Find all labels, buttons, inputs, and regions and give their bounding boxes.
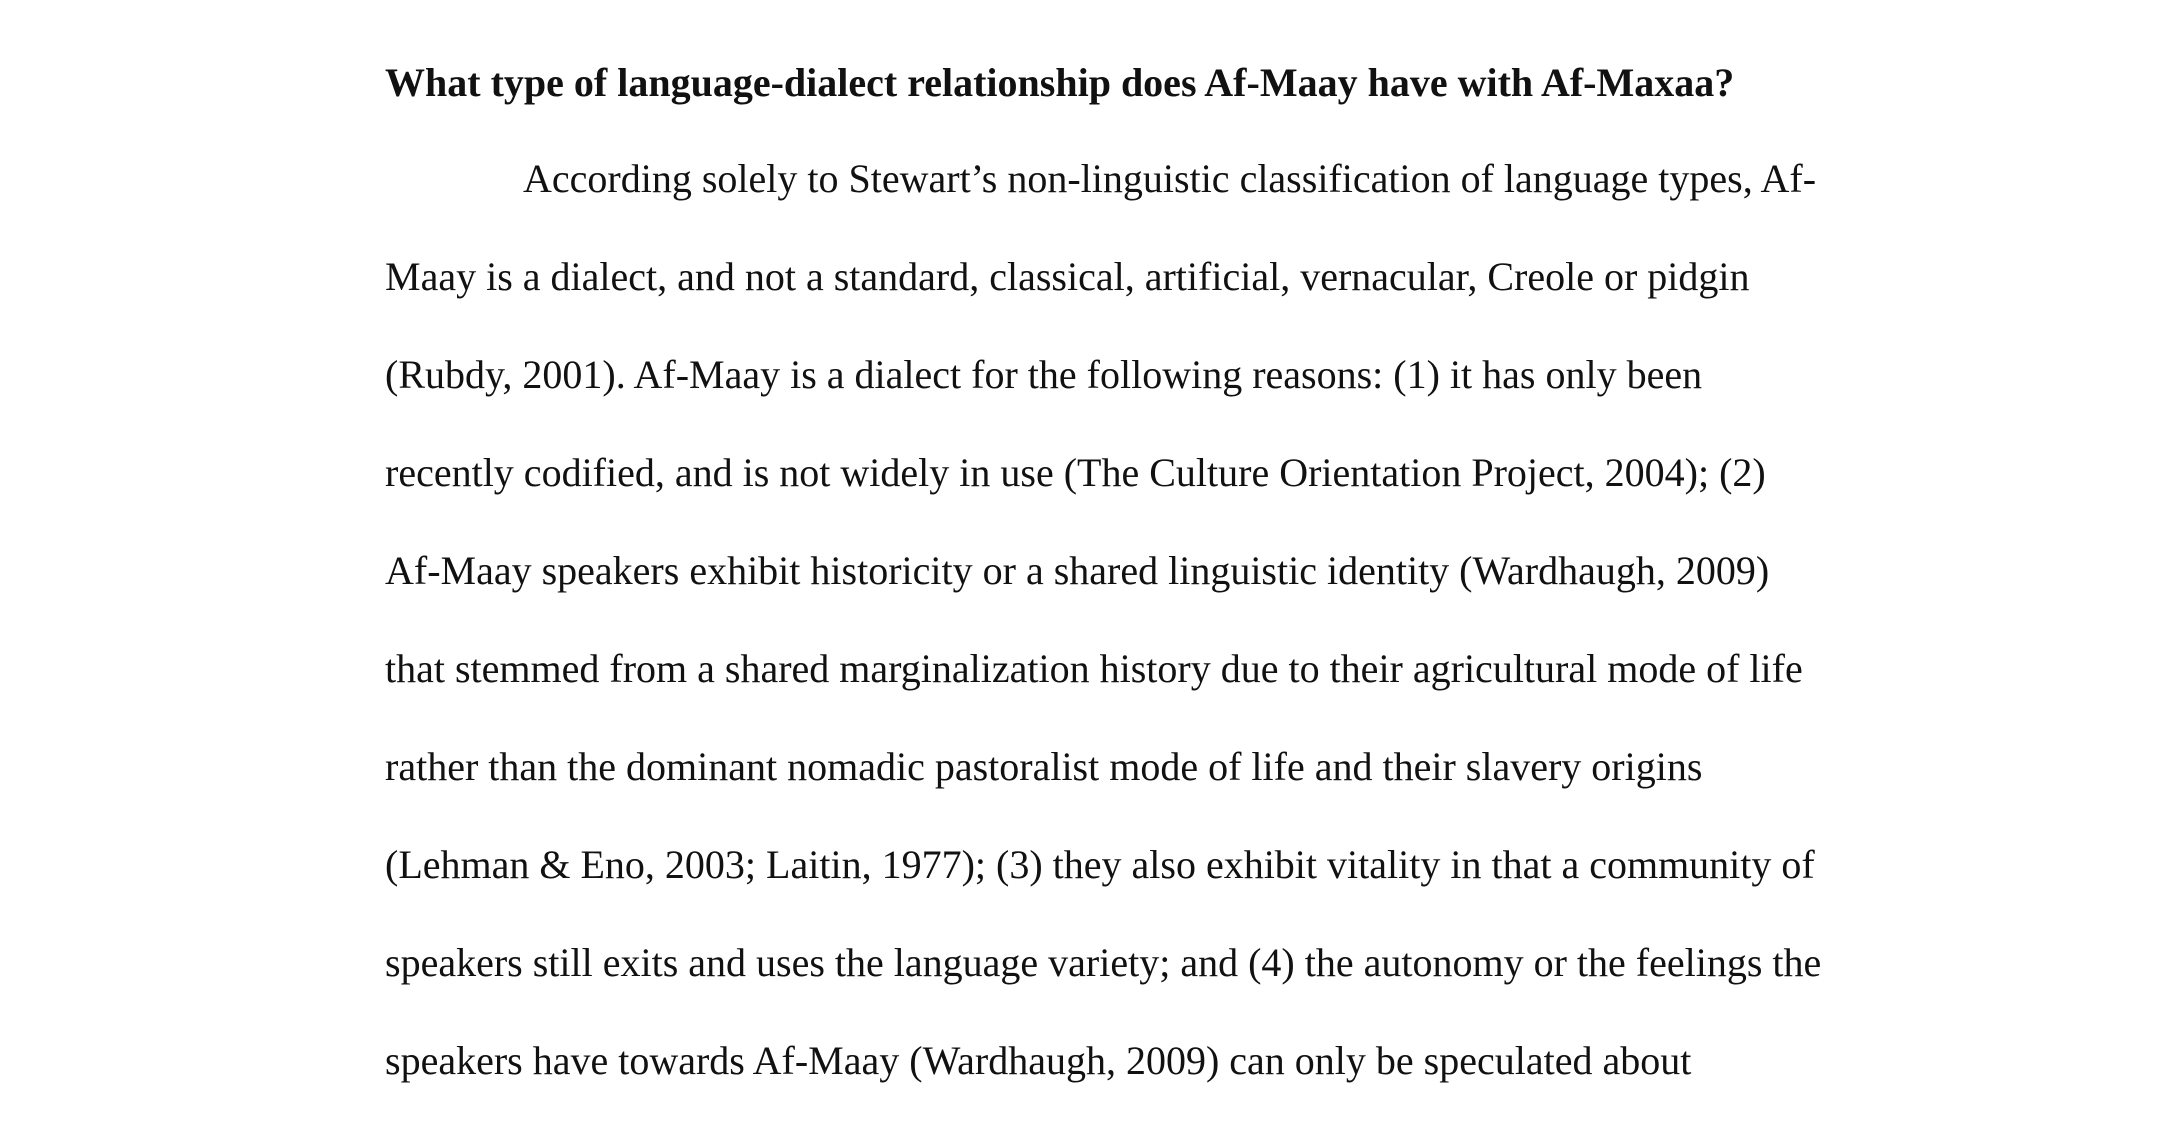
section-heading: What type of language-dialect relationship does Af-Maay have with Af-Maxaa? xyxy=(385,60,1735,105)
paragraph-line: speakers still exits and uses the language variety; and (4) the autonomy or the feelings the xyxy=(385,940,1822,985)
paragraph-line: Maay is a dialect, and not a standard, classical, artificial, vernacular, Creole or pidgin xyxy=(385,254,1750,299)
paragraph xyxy=(385,154,1925,1086)
paragraph-line: that stemmed from a shared marginalization history due to their agricultural mode of life xyxy=(385,646,1803,691)
paragraph-line: rather than the dominant nomadic pastoralist mode of life and their slavery origins xyxy=(385,744,1703,789)
paragraph-line: According solely to Stewart’s non-linguistic classification of language types, Af- xyxy=(523,156,1817,201)
paragraph-line: (Lehman & Eno, 2003; Laitin, 1977); (3) they also exhibit vitality in that a community of xyxy=(385,842,1815,887)
document-body xyxy=(385,58,1925,1134)
paragraph-line: Af-Maay speakers exhibit historicity or a shared linguistic identity (Wardhaugh, 2009) xyxy=(385,548,1770,593)
paragraph-line: (Rubdy, 2001). Af-Maay is a dialect for the following reasons: (1) it has only been xyxy=(385,352,1703,397)
paragraph-line: recently codified, and is not widely in use (The Culture Orientation Project, 2004); (2) xyxy=(385,450,1766,495)
paragraph-line: speakers have towards Af-Maay (Wardhaugh, 2009) can only be speculated about xyxy=(385,1038,1692,1083)
